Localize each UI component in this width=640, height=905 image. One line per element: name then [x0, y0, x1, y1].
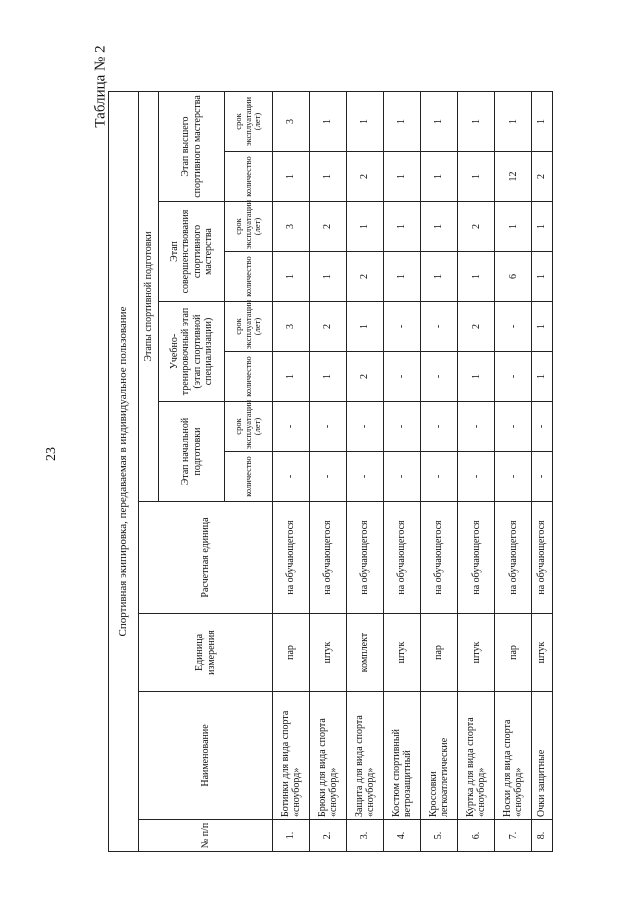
row-s4-qty: 2 [532, 152, 553, 202]
row-name: Куртка для вида спорта «сноуборд» [458, 692, 495, 820]
row-s1-qty: - [273, 452, 310, 502]
row-s2-term: 1 [532, 302, 553, 352]
row-s1-term: - [347, 402, 384, 452]
row-name: Кроссовки легкоатлетические [421, 692, 458, 820]
row-s3-term: 1 [532, 202, 553, 252]
row-unit: штук [458, 614, 495, 692]
row-s2-qty: 1 [310, 352, 347, 402]
row-s2-term: 1 [347, 302, 384, 352]
table-caption: Спортивная экипировка, передаваемая в индивидуальное пользование [109, 91, 139, 851]
row-s3-qty: 1 [458, 252, 495, 302]
row-s2-qty: - [421, 352, 458, 402]
row-s4-term: 1 [421, 91, 458, 151]
row-s3-term: 3 [273, 202, 310, 252]
header-name: Наименование [139, 692, 273, 820]
row-s3-qty: 6 [495, 252, 532, 302]
row-s3-qty: 1 [273, 252, 310, 302]
row-num: 7. [495, 820, 532, 852]
row-s4-qty: 1 [310, 152, 347, 202]
row-s2-term: - [421, 302, 458, 352]
table-row [532, 91, 553, 851]
row-s2-term: 2 [310, 302, 347, 352]
row-s3-term: 1 [421, 202, 458, 252]
row-s3-qty: 1 [421, 252, 458, 302]
row-unit: комплект [347, 614, 384, 692]
row-name: Очки защитные [532, 692, 553, 820]
row-unit: пар [273, 614, 310, 692]
row-s3-term: 1 [347, 202, 384, 252]
row-s3-qty: 1 [310, 252, 347, 302]
row-s2-qty: - [384, 352, 421, 402]
row-s1-qty: - [384, 452, 421, 502]
table-row [310, 91, 347, 851]
table-row [273, 91, 310, 851]
row-calc-unit: на обучающегося [421, 502, 458, 614]
row-s4-qty: 1 [458, 152, 495, 202]
row-calc-unit: на обучающегося [347, 502, 384, 614]
row-calc-unit: на обучающегося [495, 502, 532, 614]
row-num: 6. [458, 820, 495, 852]
table-row [384, 91, 421, 851]
header-stage-4: Этап высшего спортивного мастерства [159, 91, 225, 201]
row-num: 5. [421, 820, 458, 852]
row-s3-term: 2 [458, 202, 495, 252]
row-num: 1. [273, 820, 310, 852]
row-unit: пар [421, 614, 458, 692]
header-unit: Единица измерения [139, 614, 273, 692]
row-s3-term: 1 [384, 202, 421, 252]
row-num: 3. [347, 820, 384, 852]
row-s4-term: 1 [310, 91, 347, 151]
row-num: 4. [384, 820, 421, 852]
row-s1-qty: - [347, 452, 384, 502]
row-unit: пар [495, 614, 532, 692]
header-stage-2: Учебно-тренировочный этап (этап спортивной специализации) [159, 302, 225, 402]
row-name: Защита для вида спорта «сноуборд» [347, 692, 384, 820]
header-term: срок эксплуатации (лет) [225, 91, 273, 151]
row-s4-term: 1 [458, 91, 495, 151]
table-row [495, 91, 532, 851]
header-num: № п/п [139, 820, 273, 852]
header-qty: количество [225, 452, 273, 502]
row-calc-unit: на обучающегося [532, 502, 553, 614]
page-number: 23 [44, 447, 59, 461]
row-s3-qty: 2 [347, 252, 384, 302]
header-term: срок эксплуатации (лет) [225, 402, 273, 452]
row-calc-unit: на обучающегося [384, 502, 421, 614]
row-s3-term: 2 [310, 202, 347, 252]
header-term: срок эксплуатации (лет) [225, 202, 273, 252]
header-calc-unit: Расчетная единица [139, 502, 273, 614]
row-s4-qty: 1 [273, 152, 310, 202]
row-name: Брюки для вида спорта «сноуборд» [310, 692, 347, 820]
row-s2-qty: - [495, 352, 532, 402]
row-num: 8. [532, 820, 553, 852]
row-s2-qty: 2 [347, 352, 384, 402]
row-s4-term: 1 [347, 91, 384, 151]
table-row [421, 91, 458, 851]
row-s3-qty: 1 [384, 252, 421, 302]
row-calc-unit: на обучающегося [458, 502, 495, 614]
header-stages-group: Этапы спортивной подготовки [139, 91, 159, 501]
row-s1-term: - [384, 402, 421, 452]
row-s1-qty: - [495, 452, 532, 502]
header-term: срок эксплуатации (лет) [225, 302, 273, 352]
row-s1-term: - [421, 402, 458, 452]
row-calc-unit: на обучающегося [273, 502, 310, 614]
row-s1-term: - [310, 402, 347, 452]
row-s4-term: 1 [495, 91, 532, 151]
row-calc-unit: на обучающегося [310, 502, 347, 614]
row-s4-term: 3 [273, 91, 310, 151]
table-label: Таблица № 2 [92, 45, 109, 128]
row-name: Ботинки для вида спорта «сноуборд» [273, 692, 310, 820]
header-qty: количество [225, 352, 273, 402]
header-qty: количество [225, 152, 273, 202]
row-s4-term: 1 [532, 91, 553, 151]
row-s1-qty: - [421, 452, 458, 502]
row-s2-term: - [384, 302, 421, 352]
row-s4-qty: 12 [495, 152, 532, 202]
row-s2-qty: 1 [532, 352, 553, 402]
row-s1-term: - [495, 402, 532, 452]
row-s2-term: 3 [273, 302, 310, 352]
row-s1-qty: - [458, 452, 495, 502]
equipment-table [108, 91, 553, 852]
row-num: 2. [310, 820, 347, 852]
row-s1-term: - [532, 402, 553, 452]
row-s3-term: 1 [495, 202, 532, 252]
table-row [458, 91, 495, 851]
row-s2-qty: 1 [458, 352, 495, 402]
equipment-table-container [108, 92, 553, 852]
row-s4-qty: 1 [384, 152, 421, 202]
table-row [347, 91, 384, 851]
row-s2-qty: 1 [273, 352, 310, 402]
header-stage-3: Этап совершенствования спортивного мастерства [159, 202, 225, 302]
row-s4-qty: 1 [421, 152, 458, 202]
row-s1-term: - [458, 402, 495, 452]
row-unit: штук [384, 614, 421, 692]
header-stage-1: Этап начальной подготовки [159, 402, 225, 502]
row-s1-term: - [273, 402, 310, 452]
row-s4-qty: 2 [347, 152, 384, 202]
row-name: Носки для вида спорта «сноуборд» [495, 692, 532, 820]
header-qty: количество [225, 252, 273, 302]
row-unit: штук [310, 614, 347, 692]
row-s4-term: 1 [384, 91, 421, 151]
row-s2-term: - [495, 302, 532, 352]
row-s1-qty: - [532, 452, 553, 502]
row-s2-term: 2 [458, 302, 495, 352]
row-unit: штук [532, 614, 553, 692]
row-s1-qty: - [310, 452, 347, 502]
row-name: Костюм спортивный ветрозащитный [384, 692, 421, 820]
row-s3-qty: 1 [532, 252, 553, 302]
